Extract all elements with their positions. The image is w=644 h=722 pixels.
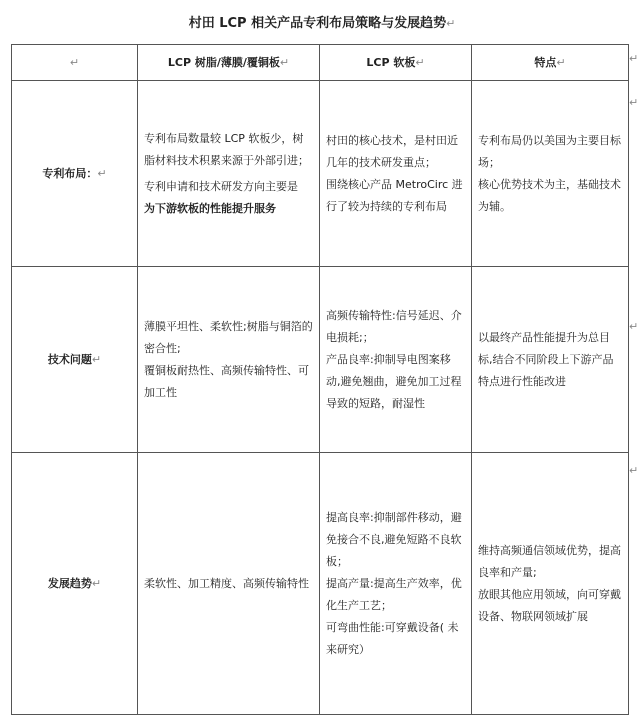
strategy-table <box>11 44 629 715</box>
row-label-tech-issues: 技术问题↵ <box>12 267 138 453</box>
paragraph-mark: ↵ <box>556 55 566 69</box>
cell-trend-features: 维持高频通信领域优势，提高良率和产量; 放眼其他应用领域，向可穿戴设备、物联网领域扩展 <box>472 453 629 715</box>
document-title: 村田 LCP 相关产品专利布局策略与发展趋势↵ <box>188 16 456 31</box>
row-end-mark: ↵ <box>629 52 639 65</box>
row-end-mark: ↵ <box>629 320 639 333</box>
cell-tech-resin: 薄膜平坦性、柔软性;树脂与铜箔的密合性; 覆铜板耐热性、高频传输特性、可加工性 <box>138 267 320 453</box>
cell-trend-soft-board: 提高良率:抑制部件移动，避免接合不良,避免短路不良软板； 提高产量:提高生产效率，优化生产工艺； 可弯曲性能:可穿戴设备( 未来研究） <box>320 453 472 715</box>
cell-trend-resin: 柔软性、加工精度、高频传输特性 <box>138 453 320 715</box>
paragraph-mark: ↵ <box>415 55 425 69</box>
cell-patent-soft-board: 村田的核心技术，是村田近几年的技术研发重点； 围绕核心产品 MetroCirc 进行了较为持续的专利布局 <box>320 81 472 267</box>
cell-patent-features: 专利布局仍以美国为主要目标场； 核心优势技术为主，基础技术为辅。 <box>472 81 629 267</box>
row-end-mark: ↵ <box>629 96 639 109</box>
row-end-mark: ↵ <box>629 464 639 477</box>
header-col-resin-film: LCP 树脂/薄膜/覆铜板↵ <box>138 45 320 81</box>
row-label-patent-layout: 专利布局：↵ <box>12 81 138 267</box>
header-col-soft-board: LCP 软板↵ <box>320 45 472 81</box>
table-row <box>12 453 629 715</box>
paragraph-mark: ↵ <box>91 576 102 590</box>
paragraph-mark: ↵ <box>91 352 102 366</box>
table-row <box>12 81 629 267</box>
cell-tech-soft-board: 高频传输特性:信号延迟、介电损耗;； 产品良率:抑制导电图案移动,避免翘曲，避免加工过程导致的短路，耐湿性 <box>320 267 472 453</box>
paragraph-mark: ↵ <box>279 55 290 69</box>
paragraph-mark: ↵ <box>97 166 107 180</box>
cell-patent-resin: 专利布局数量较 LCP 软板少，树脂材料技术积累来源于外部引进； 专利申请和技术研发方向主要是 为下游软板的性能提升服务 <box>138 81 320 267</box>
header-corner-cell <box>12 45 138 81</box>
paragraph-mark: ↵ <box>446 17 456 30</box>
cell-tech-features: 以最终产品性能提升为总目标,结合不同阶段上下游产品特点进行性能改进 <box>472 267 629 453</box>
table-row <box>12 267 629 453</box>
row-label-trends: 发展趋势↵ <box>12 453 138 715</box>
table-header-row <box>12 45 629 81</box>
header-col-features: 特点↵ <box>472 45 629 81</box>
paragraph-mark: ↵ <box>69 55 80 69</box>
